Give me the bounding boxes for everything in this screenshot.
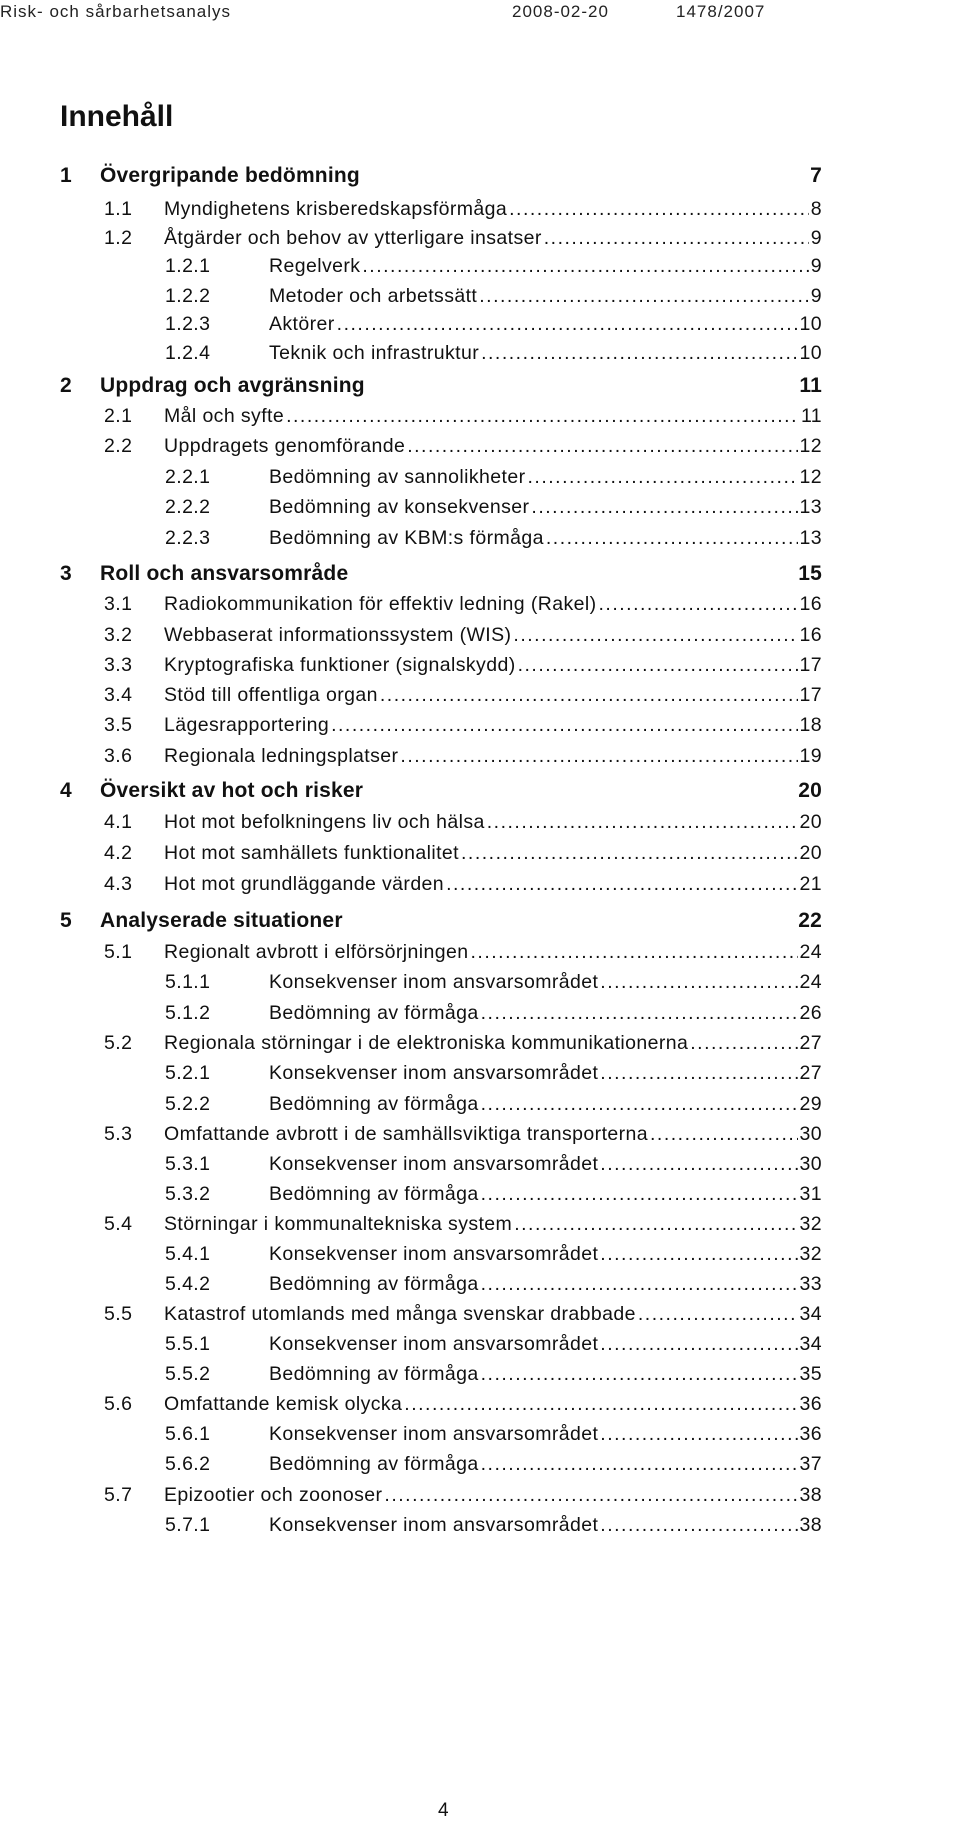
toc-entry-title: Konsekvenser inom ansvarsområdet [269, 1153, 599, 1175]
toc-entry-page: 9 [810, 285, 822, 307]
toc-entry-title: Uppdrag och avgränsning [100, 374, 365, 397]
toc-entry-title: Roll och ansvarsområde [100, 562, 349, 585]
header-document-title: Risk- och sårbarhetsanalys [0, 2, 232, 21]
toc-entry-number: 2 [60, 374, 72, 397]
toc-section-entry[interactable] [165, 1237, 822, 1271]
toc-section-entry[interactable] [165, 1417, 822, 1451]
toc-entry-title: Regionala ledningsplatser [164, 745, 399, 767]
toc-entry-page: 27 [799, 1062, 822, 1084]
toc-dot-leader [471, 935, 798, 969]
toc-section-entry[interactable] [104, 678, 822, 712]
toc-entry-title: Bedömning av förmåga [269, 1002, 479, 1024]
toc-section-entry[interactable] [104, 1207, 822, 1241]
toc-entry-title: Kryptografiska funktioner (signalskydd) [164, 654, 516, 676]
toc-entry-page: 10 [799, 313, 822, 335]
page-number: 4 [438, 1800, 449, 1821]
toc-entry-number: 5.1.2 [165, 1002, 211, 1024]
toc-dot-leader [531, 490, 797, 524]
toc-section-entry[interactable] [104, 618, 822, 652]
toc-section-entry[interactable] [104, 648, 822, 682]
toc-entry-number: 3.1 [104, 593, 133, 615]
toc-entry-page: 7 [810, 164, 822, 187]
toc-section-entry[interactable] [165, 1508, 822, 1542]
toc-chapter-entry[interactable] [60, 904, 822, 938]
toc-entry-number: 2.2.3 [165, 527, 211, 549]
toc-entry-title: Bedömning av förmåga [269, 1363, 479, 1385]
toc-section-entry[interactable] [104, 1117, 822, 1151]
toc-section-entry[interactable] [104, 867, 822, 901]
toc-entry-number: 3.3 [104, 654, 133, 676]
toc-entry-page: 17 [799, 684, 822, 706]
toc-section-entry[interactable] [104, 805, 822, 839]
toc-dot-leader [362, 249, 808, 283]
toc-entry-number: 5.5.2 [165, 1363, 211, 1385]
toc-section-entry[interactable] [165, 249, 822, 283]
toc-entry-title: Epizootier och zoonoser [164, 1484, 383, 1506]
toc-entry-page: 24 [799, 971, 822, 993]
toc-dot-leader [600, 1417, 797, 1451]
toc-entry-title: Bedömning av konsekvenser [269, 496, 530, 518]
toc-entry-page: 26 [799, 1002, 822, 1024]
toc-entry-number: 5.3.1 [165, 1153, 211, 1175]
toc-entry-number: 3 [60, 562, 72, 585]
toc-entry-number: 5 [60, 909, 72, 932]
toc-entry-number: 5.2 [104, 1032, 133, 1054]
toc-section-entry[interactable] [165, 1447, 822, 1481]
toc-entry-page: 16 [799, 624, 822, 646]
toc-entry-number: 3.4 [104, 684, 133, 706]
toc-entry-title: Konsekvenser inom ansvarsområdet [269, 1423, 599, 1445]
toc-entry-number: 5.1 [104, 941, 133, 963]
toc-entry-number: 5.6 [104, 1393, 133, 1415]
toc-section-entry[interactable] [104, 1387, 822, 1421]
toc-dot-leader [690, 1026, 797, 1060]
toc-entry-title: Stöd till offentliga organ [164, 684, 378, 706]
toc-dot-leader [461, 836, 798, 870]
toc-entry-title: Bedömning av förmåga [269, 1183, 479, 1205]
toc-entry-number: 4.3 [104, 873, 133, 895]
toc-entry-title: Radiokommunikation för effektiv ledning (Rakel) [164, 593, 597, 615]
toc-section-entry[interactable] [104, 935, 822, 969]
toc-entry-page: 36 [799, 1423, 822, 1445]
toc-entry-title: Mål och syfte [164, 405, 285, 427]
toc-section-entry[interactable] [165, 521, 822, 555]
toc-entry-page: 11 [800, 405, 822, 427]
toc-entry-number: 5.4.2 [165, 1273, 211, 1295]
toc-entry-number: 5.4 [104, 1213, 133, 1235]
toc-entry-title: Åtgärder och behov av ytterligare insatser [164, 227, 542, 249]
toc-section-entry[interactable] [165, 1327, 822, 1361]
toc-section-entry[interactable] [104, 739, 822, 773]
toc-entry-title: Lägesrapportering [164, 714, 330, 736]
toc-section-entry[interactable] [165, 996, 822, 1030]
header-reference-number: 1478/2007 [676, 2, 766, 21]
toc-entry-title: Omfattande avbrott i de samhällsviktiga transporterna [164, 1123, 649, 1145]
toc-dot-leader [600, 1237, 797, 1271]
toc-section-entry[interactable] [165, 965, 822, 999]
toc-section-entry[interactable] [104, 836, 822, 870]
toc-entry-page: 12 [799, 435, 822, 457]
toc-entry-page: 32 [799, 1243, 822, 1265]
toc-entry-page: 10 [799, 342, 822, 364]
toc-entry-title: Myndighetens krisberedskapsförmåga [164, 198, 508, 220]
toc-entry-number: 2.1 [104, 405, 133, 427]
toc-entry-title: Störningar i kommunaltekniska system [164, 1213, 513, 1235]
toc-entry-number: 5.5 [104, 1303, 133, 1325]
toc-entry-page: 18 [799, 714, 822, 736]
toc-entry-number: 4.2 [104, 842, 133, 864]
toc-entry-page: 19 [799, 745, 822, 767]
toc-dot-leader [400, 739, 797, 773]
toc-entry-page: 38 [799, 1514, 822, 1536]
toc-entry-number: 5.6.2 [165, 1453, 211, 1475]
toc-section-entry[interactable] [104, 1297, 822, 1331]
toc-entry-title: Regionalt avbrott i elförsörjningen [164, 941, 469, 963]
toc-entry-title: Omfattande kemisk olycka [164, 1393, 403, 1415]
toc-dot-leader [598, 587, 797, 621]
toc-entry-page: 13 [799, 527, 822, 549]
toc-entry-page: 24 [799, 941, 822, 963]
toc-dot-leader [481, 1267, 798, 1301]
toc-entry-number: 1.2.3 [165, 313, 211, 335]
toc-entry-title: Hot mot grundläggande värden [164, 873, 445, 895]
toc-entry-page: 17 [799, 654, 822, 676]
toc-entry-page: 34 [799, 1303, 822, 1325]
toc-entry-page: 15 [798, 562, 822, 585]
toc-entry-page: 32 [799, 1213, 822, 1235]
toc-entry-page: 8 [810, 198, 822, 220]
toc-heading: Innehåll [60, 100, 174, 133]
toc-entry-page: 20 [799, 842, 822, 864]
toc-entry-title: Analyserade situationer [100, 909, 343, 932]
toc-dot-leader [446, 867, 797, 901]
toc-section-entry[interactable] [104, 399, 822, 433]
toc-entry-title: Uppdragets genomförande [164, 435, 406, 457]
toc-entry-page: 11 [799, 374, 822, 397]
toc-dot-leader [384, 1478, 797, 1512]
toc-entry-number: 5.2.2 [165, 1093, 211, 1115]
toc-entry-number: 2.2 [104, 435, 133, 457]
toc-entry-number: 5.6.1 [165, 1423, 211, 1445]
toc-entry-number: 1.2 [104, 227, 133, 249]
toc-entry-title: Webbaserat informationssystem (WIS) [164, 624, 512, 646]
toc-entry-number: 5.7.1 [165, 1514, 211, 1536]
toc-section-entry[interactable] [165, 490, 822, 524]
toc-dot-leader [404, 1387, 797, 1421]
toc-entry-number: 2.2.2 [165, 496, 211, 518]
toc-entry-page: 36 [799, 1393, 822, 1415]
toc-section-entry[interactable] [104, 587, 822, 621]
toc-dot-leader [481, 1087, 798, 1121]
toc-entry-page: 33 [799, 1273, 822, 1295]
toc-dot-leader [380, 678, 798, 712]
toc-section-entry[interactable] [165, 460, 822, 494]
toc-entry-title: Konsekvenser inom ansvarsområdet [269, 1243, 599, 1265]
toc-entry-page: 30 [799, 1123, 822, 1145]
toc-entry-title: Bedömning av sannolikheter [269, 466, 526, 488]
toc-entry-page: 16 [799, 593, 822, 615]
toc-dot-leader [481, 1177, 798, 1211]
toc-entry-page: 21 [799, 873, 822, 895]
toc-entry-number: 5.5.1 [165, 1333, 211, 1355]
header-date: 2008-02-20 [512, 2, 609, 21]
toc-entry-number: 1.1 [104, 198, 133, 220]
toc-entry-number: 5.2.1 [165, 1062, 211, 1084]
toc-section-entry[interactable] [165, 1147, 822, 1181]
toc-entry-title: Konsekvenser inom ansvarsområdet [269, 971, 599, 993]
toc-section-entry[interactable] [165, 1087, 822, 1121]
toc-entry-title: Bedömning av förmåga [269, 1273, 479, 1295]
toc-entry-title: Konsekvenser inom ansvarsområdet [269, 1333, 599, 1355]
toc-entry-title: Hot mot befolkningens liv och hälsa [164, 811, 485, 833]
toc-entry-title: Övergripande bedömning [100, 164, 360, 187]
toc-section-entry[interactable] [165, 1177, 822, 1211]
toc-entry-number: 1.2.2 [165, 285, 211, 307]
toc-entry-page: 30 [799, 1153, 822, 1175]
toc-dot-leader [518, 648, 798, 682]
toc-entry-number: 5.7 [104, 1484, 133, 1506]
toc-entry-number: 4 [60, 779, 72, 802]
toc-entry-page: 22 [798, 909, 822, 932]
toc-entry-page: 9 [810, 255, 822, 277]
toc-section-entry[interactable] [165, 336, 822, 370]
toc-entry-page: 37 [799, 1453, 822, 1475]
toc-dot-leader [481, 996, 798, 1030]
toc-entry-title: Konsekvenser inom ansvarsområdet [269, 1062, 599, 1084]
toc-entry-page: 20 [799, 811, 822, 833]
toc-dot-leader [513, 618, 797, 652]
toc-dot-leader [546, 521, 798, 555]
toc-dot-leader [600, 1147, 797, 1181]
toc-entry-page: 27 [799, 1032, 822, 1054]
toc-entry-number: 5.4.1 [165, 1243, 211, 1265]
toc-entry-title: Konsekvenser inom ansvarsområdet [269, 1514, 599, 1536]
toc-entry-title: Bedömning av förmåga [269, 1093, 479, 1115]
toc-dot-leader [600, 1327, 797, 1361]
toc-chapter-entry[interactable] [60, 159, 822, 193]
toc-entry-title: Bedömning av förmåga [269, 1453, 479, 1475]
toc-dot-leader [331, 708, 797, 742]
toc-entry-number: 1 [60, 164, 72, 187]
toc-section-entry[interactable] [104, 429, 822, 463]
toc-chapter-entry[interactable] [60, 369, 822, 403]
toc-dot-leader [487, 805, 798, 839]
toc-section-entry[interactable] [104, 708, 822, 742]
toc-entry-page: 31 [799, 1183, 822, 1205]
toc-chapter-entry[interactable] [60, 557, 822, 591]
toc-entry-title: Katastrof utomlands med många svenskar drabbade [164, 1303, 636, 1325]
toc-entry-title: Regelverk [269, 255, 361, 277]
toc-entry-title: Aktörer [269, 313, 335, 335]
toc-entry-page: 34 [799, 1333, 822, 1355]
toc-entry-title: Bedömning av KBM:s förmåga [269, 527, 544, 549]
toc-section-entry[interactable] [165, 1357, 822, 1391]
toc-entry-title: Hot mot samhällets funktionalitet [164, 842, 459, 864]
toc-section-entry[interactable] [165, 1267, 822, 1301]
toc-chapter-entry[interactable] [60, 774, 822, 808]
toc-dot-leader [286, 399, 799, 433]
toc-entry-page: 12 [799, 466, 822, 488]
toc-entry-page: 29 [799, 1093, 822, 1115]
toc-entry-title: Metoder och arbetssätt [269, 285, 478, 307]
toc-dot-leader [650, 1117, 797, 1151]
toc-entry-page: 38 [799, 1484, 822, 1506]
toc-entry-number: 1.2.1 [165, 255, 211, 277]
toc-entry-number: 5.3 [104, 1123, 133, 1145]
toc-entry-page: 20 [798, 779, 822, 802]
toc-dot-leader [481, 336, 797, 370]
toc-dot-leader [600, 965, 797, 999]
toc-dot-leader [600, 1056, 797, 1090]
toc-entry-number: 3.2 [104, 624, 133, 646]
toc-entry-title: Teknik och infrastruktur [269, 342, 480, 364]
toc-entry-title: Översikt av hot och risker [100, 779, 364, 802]
toc-entry-number: 4.1 [104, 811, 133, 833]
toc-dot-leader [527, 460, 797, 494]
toc-entry-number: 1.2.4 [165, 342, 211, 364]
toc-dot-leader [481, 1357, 798, 1391]
toc-dot-leader [638, 1297, 798, 1331]
toc-entry-page: 9 [810, 227, 822, 249]
toc-entry-number: 3.6 [104, 745, 133, 767]
toc-section-entry[interactable] [104, 1026, 822, 1060]
toc-section-entry[interactable] [165, 1056, 822, 1090]
toc-dot-leader [407, 429, 797, 463]
toc-entry-title: Regionala störningar i de elektroniska kommunikationerna [164, 1032, 689, 1054]
toc-entry-page: 35 [799, 1363, 822, 1385]
toc-entry-page: 13 [799, 496, 822, 518]
toc-dot-leader [481, 1447, 798, 1481]
toc-entry-number: 3.5 [104, 714, 133, 736]
toc-entry-number: 2.2.1 [165, 466, 211, 488]
toc-entry-number: 5.3.2 [165, 1183, 211, 1205]
toc-section-entry[interactable] [104, 1478, 822, 1512]
toc-dot-leader [600, 1508, 797, 1542]
toc-entry-number: 5.1.1 [165, 971, 211, 993]
toc-dot-leader [514, 1207, 797, 1241]
